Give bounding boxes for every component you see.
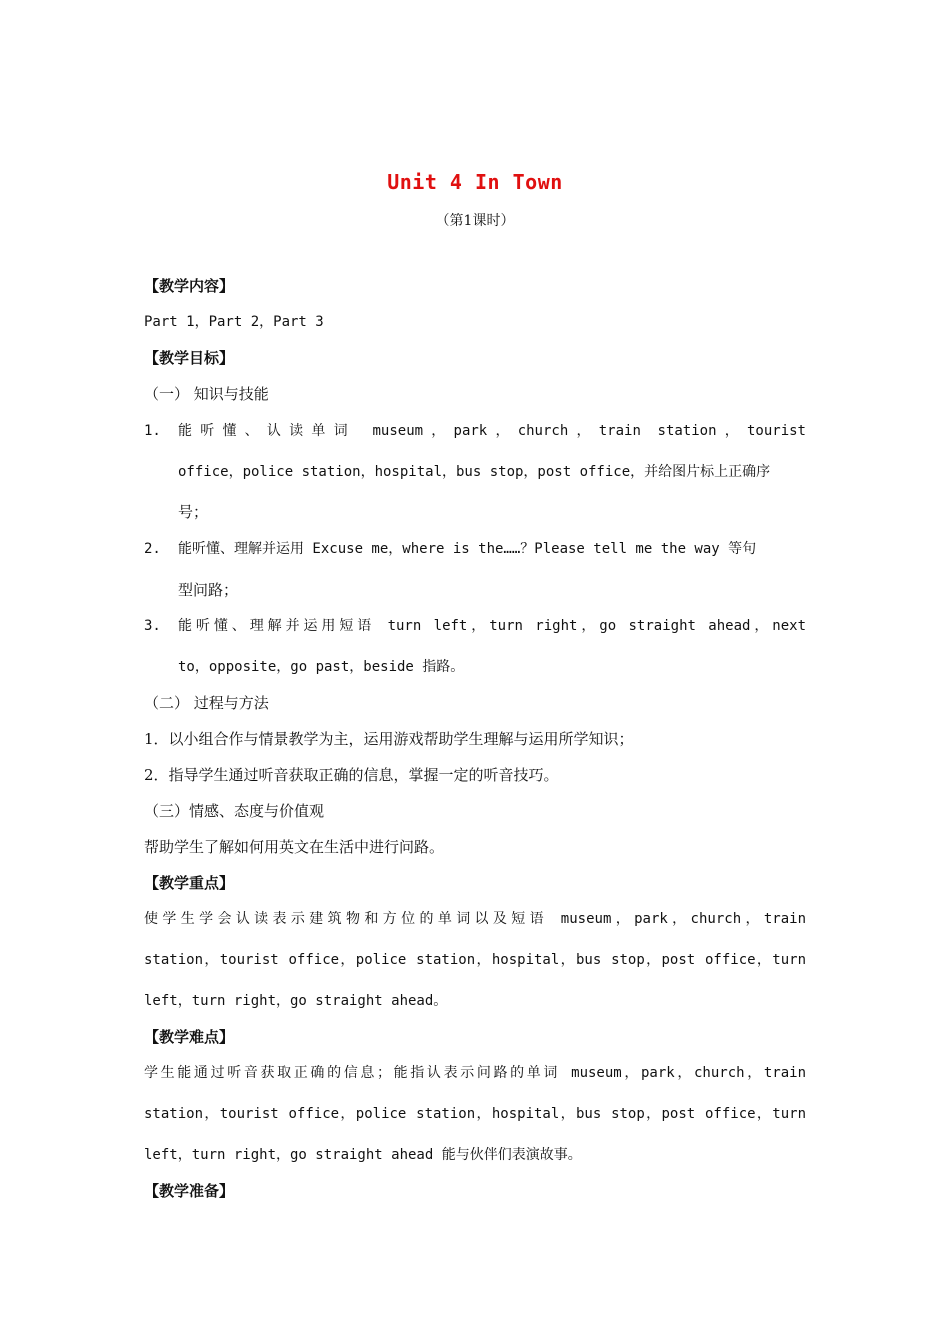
process-item-1: 1．以小组合作与情景教学为主，运用游戏帮助学生理解与运用所学知识； <box>144 730 634 748</box>
preparation-heading: 【教学准备】 <box>144 1182 235 1200</box>
goal-item-1-line-3: 号； <box>178 503 209 521</box>
difficult-points-line-2: station，tourist office，police station，hospital，bus stop，post office，turn <box>144 1106 806 1122</box>
content-text: Part 1，Part 2，Part 3 <box>144 314 324 330</box>
attitude-values-heading: （三）情感、态度与价值观 <box>144 802 325 820</box>
difficult-points-line-1: 学生能通过听音获取正确的信息；能指认表示问路的单词 museum，park，church，train <box>144 1065 806 1081</box>
goal-item-1-number: 1. <box>144 423 161 439</box>
process-item-2: 2．指导学生通过听音获取正确的信息，掌握一定的听音技巧。 <box>144 766 559 784</box>
key-points-heading: 【教学重点】 <box>144 874 235 892</box>
document-title: Unit 4 In Town <box>387 170 563 194</box>
key-points-line-2: station，tourist office，police station，hospital，bus stop，post office，turn <box>144 952 806 968</box>
goal-item-3-line-1: 能听懂、理解并运用短语 turn left，turn right，go straight ahead，next <box>178 618 806 634</box>
difficult-points-line-3: left，turn right，go straight ahead 能与伙伴们表演故事。 <box>144 1147 582 1163</box>
process-methods-heading: （二） 过程与方法 <box>144 694 269 712</box>
goals-heading: 【教学目标】 <box>144 349 235 367</box>
goal-item-3-number: 3. <box>144 618 161 634</box>
key-points-line-1: 使学生学会认读表示建筑物和方位的单词以及短语 museum，park，church，train <box>144 911 806 927</box>
lesson-number: （第1课时） <box>435 213 515 229</box>
goal-item-2-line-1: 能听懂、理解并运用 Excuse me，where is the……？Please tell me the way 等句 <box>178 541 757 557</box>
key-points-line-3: left，turn right，go straight ahead。 <box>144 993 448 1009</box>
difficult-points-heading: 【教学难点】 <box>144 1028 235 1046</box>
attitude-values-text: 帮助学生了解如何用英文在生活中进行问路。 <box>144 838 445 856</box>
goal-item-3-line-2: to，opposite，go past，beside 指路。 <box>178 659 465 675</box>
goal-item-1-line-2: office，police station，hospital，bus stop，post office，并给图片标上正确序 <box>178 464 771 480</box>
knowledge-skills-heading: （一） 知识与技能 <box>144 385 269 403</box>
content-heading: 【教学内容】 <box>144 277 235 295</box>
goal-item-2-line-2: 型问路； <box>178 581 239 599</box>
goal-item-2-number: 2. <box>144 541 161 557</box>
goal-item-1-line-1: 能听懂、认读单词 museum，park，church，train station，tourist <box>178 423 806 439</box>
